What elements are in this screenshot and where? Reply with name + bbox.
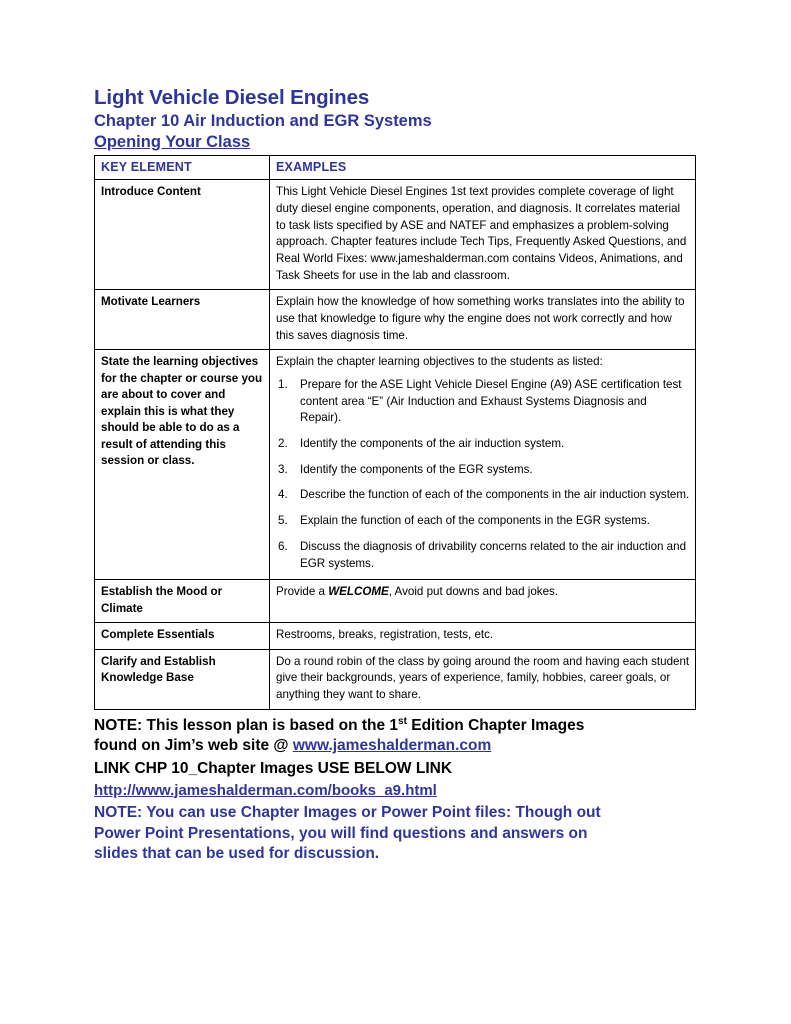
example-cell [270, 580, 696, 623]
table-row [95, 580, 696, 623]
key-element-cell: State the learning objectives for the chapter or course you are about to cover and explain this is what they should be able to do as a result of attending this session or class. [95, 350, 270, 580]
table-row [95, 290, 696, 350]
note-edition-line [94, 716, 714, 736]
key-element-cell: Establish the Mood or Climate [95, 580, 270, 623]
lesson-plan-table [94, 155, 696, 710]
notes-block [94, 716, 714, 865]
example-cell: This Light Vehicle Diesel Engines 1st text provides complete coverage of light duty diesel engine components, operation, and diagnosis. It correlates material to task lists specified by ASE and NATEF and emphasizes a problem-solving approach. Chapter features include Tech Tips, Frequently Asked Questions, and Real World Fixes: www.jameshalderman.com contains Videos, Animations, and Task Sheets for use in the lab and classroom. [270, 180, 696, 290]
key-element-cell: Motivate Learners [95, 290, 270, 350]
section-heading: Opening Your Class [94, 132, 251, 151]
list-item: Describe the function of each of the components in the air induction system. [300, 488, 690, 502]
key-element-cell: Introduce Content [95, 180, 270, 290]
example-cell: Do a round robin of the class by going around the room and having each student give their backgrounds, years of experience, family, hobbies, career goals, or anything they want to share. [270, 649, 696, 709]
example-text-prefix: Provide a [276, 585, 329, 599]
column-header-examples: EXAMPLES [270, 156, 696, 180]
table-row [95, 350, 696, 580]
example-text-emphasis: WELCOME [328, 585, 389, 599]
list-item: Discuss the diagnosis of drivability concerns related to the air induction and EGR systems. [300, 539, 687, 570]
note-powerpoint-block [94, 803, 714, 864]
page-subtitle: Chapter 10 Air Induction and EGR Systems [94, 112, 432, 131]
note-edition-text-1: NOTE: This lesson plan is based on the 1 [94, 716, 399, 734]
key-element-cell: Clarify and Establish Knowledge Base [95, 649, 270, 709]
note-website-line [94, 736, 714, 756]
table-row [95, 649, 696, 709]
list-item: Identify the components of the air induction system. [300, 437, 565, 451]
column-header-key-element: KEY ELEMENT [95, 156, 270, 180]
halderman-website-link[interactable]: www.jameshalderman.com [292, 737, 492, 755]
key-element-cell: Complete Essentials [95, 623, 270, 650]
note-edition-text-2: Edition Chapter Images [406, 716, 585, 734]
list-item: Prepare for the ASE Light Vehicle Diesel Engine (A9) ASE certification test content area “E” (Air Induction and Exhaust Systems Diagnosis and Repair). [300, 378, 682, 425]
example-cell-objectives [270, 350, 696, 580]
table-row [95, 180, 696, 290]
table-header-row [95, 156, 696, 180]
page-title: Light Vehicle Diesel Engines [94, 86, 370, 109]
list-item: Explain the function of each of the components in the EGR systems. [300, 514, 650, 528]
table-row [95, 623, 696, 650]
chapter-images-url-link[interactable]: http://www.jameshalderman.com/books_a9.html [94, 781, 437, 799]
objectives-intro: Explain the chapter learning objectives to the students as listed: [276, 355, 603, 369]
link-instruction-line: LINK CHP 10_Chapter Images USE BELOW LINK [94, 759, 453, 777]
objectives-list [276, 377, 690, 572]
example-cell: Restrooms, breaks, registration, tests, etc. [270, 623, 696, 650]
note-powerpoint-line-3: slides that can be used for discussion. [94, 845, 380, 863]
note-edition-ordinal: st [398, 715, 407, 727]
list-item: Identify the components of the EGR systems. [300, 462, 533, 476]
example-cell: Explain how the knowledge of how something works translates into the ability to use that knowledge to figure why the engine does not work correctly and how this saves diagnosis time. [270, 290, 696, 350]
note-powerpoint-line-1: NOTE: You can use Chapter Images or Power Point files: Though out [94, 804, 601, 822]
example-text-suffix: , Avoid put downs and bad jokes. [388, 585, 559, 599]
note-powerpoint-line-2: Power Point Presentations, you will find questions and answers on [94, 824, 588, 842]
note-website-prefix: found on Jim’s web site @ [94, 737, 293, 755]
